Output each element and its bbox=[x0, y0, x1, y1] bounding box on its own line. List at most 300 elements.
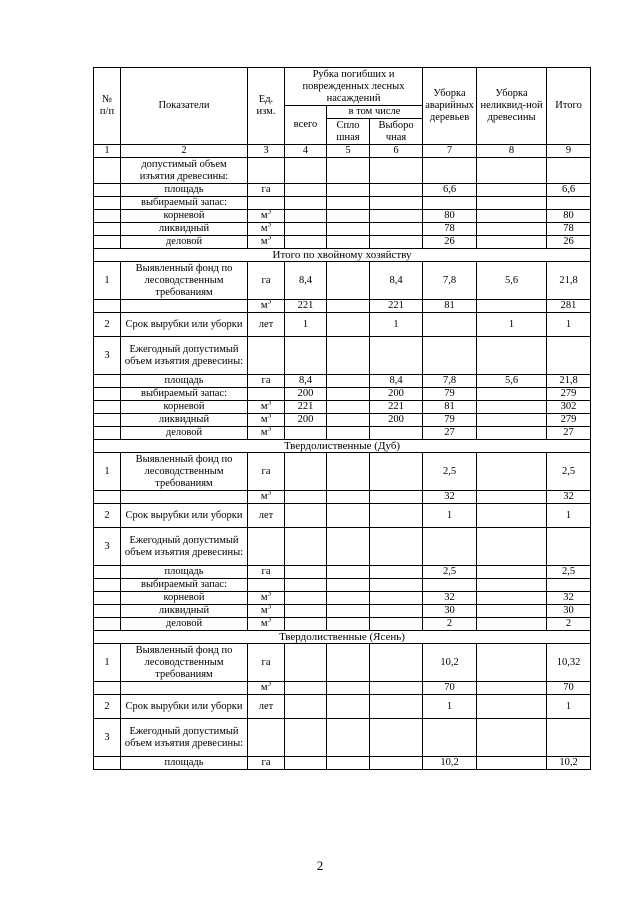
illiquid-cell bbox=[477, 414, 547, 427]
column-number: 9 bbox=[547, 145, 591, 158]
header-total: всего bbox=[285, 106, 327, 145]
itogo-cell bbox=[547, 719, 591, 757]
indicator-cell: ликвидный bbox=[121, 605, 248, 618]
solid-cell bbox=[327, 453, 370, 491]
itogo-cell: 32 bbox=[547, 592, 591, 605]
total-cell bbox=[285, 682, 327, 695]
row-num-cell bbox=[94, 618, 121, 631]
unit-cell: лет bbox=[248, 313, 285, 337]
emergency-cell: 79 bbox=[423, 388, 477, 401]
selective-cell bbox=[370, 682, 423, 695]
unit-cell: $м^3$ bbox=[248, 300, 285, 313]
unit-cell bbox=[248, 528, 285, 566]
illiquid-cell bbox=[477, 300, 547, 313]
row-num-cell bbox=[94, 579, 121, 592]
selective-cell bbox=[370, 566, 423, 579]
indicator-cell: Выявленный фонд по лесоводственным требованиям bbox=[121, 453, 248, 491]
emergency-cell: 32 bbox=[423, 592, 477, 605]
table-row bbox=[94, 757, 591, 770]
illiquid-cell bbox=[477, 695, 547, 719]
itogo-cell bbox=[547, 158, 591, 184]
itogo-cell: 10,2 bbox=[547, 757, 591, 770]
row-num-cell: 2 bbox=[94, 313, 121, 337]
column-number: 7 bbox=[423, 145, 477, 158]
illiquid-cell bbox=[477, 605, 547, 618]
solid-cell bbox=[327, 579, 370, 592]
emergency-cell bbox=[423, 528, 477, 566]
selective-cell bbox=[370, 337, 423, 375]
row-num-cell: 1 bbox=[94, 453, 121, 491]
illiquid-cell bbox=[477, 158, 547, 184]
table-row bbox=[94, 313, 591, 337]
selective-cell bbox=[370, 197, 423, 210]
itogo-cell: 2,5 bbox=[547, 566, 591, 579]
indicator-cell: деловой bbox=[121, 618, 248, 631]
selective-cell bbox=[370, 504, 423, 528]
emergency-cell: 1 bbox=[423, 504, 477, 528]
illiquid-cell: 5,6 bbox=[477, 262, 547, 300]
table-row bbox=[94, 618, 591, 631]
unit-cell: $м^3$ bbox=[248, 427, 285, 440]
illiquid-cell bbox=[477, 757, 547, 770]
selective-cell: 1 bbox=[370, 313, 423, 337]
table-row bbox=[94, 427, 591, 440]
emergency-cell bbox=[423, 337, 477, 375]
selective-cell bbox=[370, 184, 423, 197]
unit-cell: $м^3$ bbox=[248, 414, 285, 427]
emergency-cell: 80 bbox=[423, 210, 477, 223]
header-num: № п/п bbox=[94, 68, 121, 145]
solid-cell bbox=[327, 388, 370, 401]
table-row bbox=[94, 300, 591, 313]
indicator-cell: ликвидный bbox=[121, 223, 248, 236]
row-num-cell: 2 bbox=[94, 504, 121, 528]
unit-cell: га bbox=[248, 644, 285, 682]
row-num-cell bbox=[94, 300, 121, 313]
solid-cell bbox=[327, 504, 370, 528]
selective-cell bbox=[370, 236, 423, 249]
solid-cell bbox=[327, 618, 370, 631]
table-row bbox=[94, 491, 591, 504]
itogo-cell: 10,32 bbox=[547, 644, 591, 682]
total-cell bbox=[285, 757, 327, 770]
row-num-cell bbox=[94, 682, 121, 695]
indicator-cell: ликвидный bbox=[121, 414, 248, 427]
solid-cell bbox=[327, 491, 370, 504]
total-cell: 200 bbox=[285, 414, 327, 427]
total-cell bbox=[285, 197, 327, 210]
unit-cell: $м^3$ bbox=[248, 223, 285, 236]
illiquid-cell bbox=[477, 504, 547, 528]
column-number: 6 bbox=[370, 145, 423, 158]
table-row bbox=[94, 592, 591, 605]
illiquid-cell bbox=[477, 236, 547, 249]
selective-cell: 200 bbox=[370, 414, 423, 427]
row-num-cell bbox=[94, 210, 121, 223]
selective-cell bbox=[370, 579, 423, 592]
row-num-cell bbox=[94, 236, 121, 249]
illiquid-cell bbox=[477, 579, 547, 592]
header-indicators: Показатели bbox=[121, 68, 248, 145]
selective-cell bbox=[370, 491, 423, 504]
solid-cell bbox=[327, 223, 370, 236]
solid-cell bbox=[327, 236, 370, 249]
row-num-cell bbox=[94, 757, 121, 770]
illiquid-cell bbox=[477, 682, 547, 695]
unit-cell bbox=[248, 337, 285, 375]
indicator-cell bbox=[121, 300, 248, 313]
table-row bbox=[94, 223, 591, 236]
illiquid-cell bbox=[477, 644, 547, 682]
indicator-cell: площадь bbox=[121, 184, 248, 197]
solid-cell bbox=[327, 605, 370, 618]
solid-cell bbox=[327, 644, 370, 682]
indicator-cell: выбираемый запас: bbox=[121, 579, 248, 592]
total-cell bbox=[285, 644, 327, 682]
unit-cell bbox=[248, 197, 285, 210]
selective-cell bbox=[370, 210, 423, 223]
row-num-cell: 2 bbox=[94, 695, 121, 719]
header-row-1 bbox=[94, 68, 591, 106]
indicator-cell: деловой bbox=[121, 236, 248, 249]
emergency-cell: 70 bbox=[423, 682, 477, 695]
emergency-cell: 7,8 bbox=[423, 375, 477, 388]
selective-cell: 221 bbox=[370, 401, 423, 414]
unit-cell: га bbox=[248, 566, 285, 579]
header-unit: Ед. изм. bbox=[248, 68, 285, 145]
solid-cell bbox=[327, 210, 370, 223]
table-row bbox=[94, 210, 591, 223]
itogo-cell bbox=[547, 579, 591, 592]
section-title: Твердолиственные (Ясень) bbox=[94, 631, 591, 644]
itogo-cell: 2,5 bbox=[547, 453, 591, 491]
selective-cell bbox=[370, 644, 423, 682]
indicator-cell: корневой bbox=[121, 401, 248, 414]
row-num-cell: 3 bbox=[94, 528, 121, 566]
total-cell bbox=[285, 566, 327, 579]
solid-cell bbox=[327, 184, 370, 197]
emergency-cell: 6,6 bbox=[423, 184, 477, 197]
itogo-cell: 26 bbox=[547, 236, 591, 249]
solid-cell bbox=[327, 414, 370, 427]
solid-cell bbox=[327, 719, 370, 757]
column-number-row bbox=[94, 145, 591, 158]
total-cell bbox=[285, 719, 327, 757]
indicator-cell: площадь bbox=[121, 375, 248, 388]
selective-cell: 221 bbox=[370, 300, 423, 313]
emergency-cell: 32 bbox=[423, 491, 477, 504]
unit-cell: га bbox=[248, 375, 285, 388]
row-num-cell bbox=[94, 388, 121, 401]
column-number: 4 bbox=[285, 145, 327, 158]
solid-cell bbox=[327, 682, 370, 695]
header-including: в том числе bbox=[327, 106, 423, 119]
section-row bbox=[94, 631, 591, 644]
itogo-cell: 1 bbox=[547, 504, 591, 528]
emergency-cell: 1 bbox=[423, 695, 477, 719]
illiquid-cell bbox=[477, 453, 547, 491]
row-num-cell bbox=[94, 592, 121, 605]
indicator-cell bbox=[121, 682, 248, 695]
table-row bbox=[94, 695, 591, 719]
illiquid-cell: 5,6 bbox=[477, 375, 547, 388]
emergency-cell: 78 bbox=[423, 223, 477, 236]
solid-cell bbox=[327, 401, 370, 414]
total-cell: 8,4 bbox=[285, 375, 327, 388]
selective-cell bbox=[370, 757, 423, 770]
row-num-cell: 1 bbox=[94, 262, 121, 300]
solid-cell bbox=[327, 262, 370, 300]
table-row bbox=[94, 453, 591, 491]
illiquid-cell bbox=[477, 592, 547, 605]
itogo-cell: 80 bbox=[547, 210, 591, 223]
total-cell bbox=[285, 453, 327, 491]
selective-cell: 8,4 bbox=[370, 262, 423, 300]
total-cell bbox=[285, 579, 327, 592]
table-row bbox=[94, 644, 591, 682]
table-row bbox=[94, 504, 591, 528]
table-row bbox=[94, 236, 591, 249]
table-row bbox=[94, 579, 591, 592]
emergency-cell: 81 bbox=[423, 401, 477, 414]
indicator-cell: Ежегодный допустимый объем изъятия древесины: bbox=[121, 719, 248, 757]
itogo-cell: 1 bbox=[547, 695, 591, 719]
illiquid-cell bbox=[477, 337, 547, 375]
emergency-cell: 10,2 bbox=[423, 757, 477, 770]
illiquid-cell bbox=[477, 427, 547, 440]
unit-cell: лет bbox=[248, 504, 285, 528]
illiquid-cell bbox=[477, 388, 547, 401]
total-cell bbox=[285, 210, 327, 223]
selective-cell bbox=[370, 427, 423, 440]
section-row bbox=[94, 440, 591, 453]
column-number: 1 bbox=[94, 145, 121, 158]
row-num-cell bbox=[94, 427, 121, 440]
indicator-cell: площадь bbox=[121, 757, 248, 770]
solid-cell bbox=[327, 528, 370, 566]
emergency-cell: 7,8 bbox=[423, 262, 477, 300]
section-row bbox=[94, 249, 591, 262]
selective-cell bbox=[370, 719, 423, 757]
solid-cell bbox=[327, 757, 370, 770]
selective-cell: 8,4 bbox=[370, 375, 423, 388]
table-row bbox=[94, 605, 591, 618]
table-row bbox=[94, 682, 591, 695]
solid-cell bbox=[327, 158, 370, 184]
indicator-cell: корневой bbox=[121, 210, 248, 223]
table-row bbox=[94, 414, 591, 427]
table-row bbox=[94, 566, 591, 579]
selective-cell bbox=[370, 605, 423, 618]
row-num-cell bbox=[94, 375, 121, 388]
indicator-cell: Срок вырубки или уборки bbox=[121, 504, 248, 528]
illiquid-cell bbox=[477, 401, 547, 414]
itogo-cell: 279 bbox=[547, 414, 591, 427]
forest-felling-table bbox=[93, 67, 591, 770]
itogo-cell bbox=[547, 337, 591, 375]
solid-cell bbox=[327, 197, 370, 210]
selective-cell bbox=[370, 592, 423, 605]
table-row bbox=[94, 197, 591, 210]
row-num-cell bbox=[94, 223, 121, 236]
solid-cell bbox=[327, 375, 370, 388]
illiquid-cell bbox=[477, 223, 547, 236]
total-cell bbox=[285, 695, 327, 719]
unit-cell: $м^3$ bbox=[248, 605, 285, 618]
emergency-cell bbox=[423, 719, 477, 757]
header-felling: Рубка погибших и поврежденных лесных насаждений bbox=[285, 68, 423, 106]
header-itogo: Итого bbox=[547, 68, 591, 145]
total-cell bbox=[285, 605, 327, 618]
table-row bbox=[94, 158, 591, 184]
unit-cell bbox=[248, 158, 285, 184]
selective-cell bbox=[370, 695, 423, 719]
table-row bbox=[94, 337, 591, 375]
solid-cell bbox=[327, 300, 370, 313]
header-illiquid: Уборка неликвид-ной древесины bbox=[477, 68, 547, 145]
total-cell bbox=[285, 184, 327, 197]
illiquid-cell bbox=[477, 618, 547, 631]
total-cell: 221 bbox=[285, 401, 327, 414]
indicator-cell: выбираемый запас: bbox=[121, 197, 248, 210]
total-cell bbox=[285, 618, 327, 631]
illiquid-cell bbox=[477, 184, 547, 197]
emergency-cell bbox=[423, 579, 477, 592]
emergency-cell: 2,5 bbox=[423, 566, 477, 579]
table-row bbox=[94, 388, 591, 401]
table-row bbox=[94, 184, 591, 197]
emergency-cell: 2,5 bbox=[423, 453, 477, 491]
itogo-cell: 30 bbox=[547, 605, 591, 618]
row-num-cell: 1 bbox=[94, 644, 121, 682]
itogo-cell bbox=[547, 197, 591, 210]
indicator-cell: Ежегодный допустимый объем изъятия древесины: bbox=[121, 528, 248, 566]
itogo-cell: 32 bbox=[547, 491, 591, 504]
row-num-cell: 3 bbox=[94, 719, 121, 757]
total-cell: 221 bbox=[285, 300, 327, 313]
row-num-cell bbox=[94, 566, 121, 579]
page-number: 2 bbox=[316, 858, 324, 873]
indicator-cell: Выявленный фонд по лесоводственным требованиям bbox=[121, 262, 248, 300]
column-number: 2 bbox=[121, 145, 248, 158]
total-cell bbox=[285, 427, 327, 440]
itogo-cell: 21,8 bbox=[547, 375, 591, 388]
itogo-cell: 279 bbox=[547, 388, 591, 401]
illiquid-cell bbox=[477, 210, 547, 223]
indicator-cell: Выявленный фонд по лесоводственным требованиям bbox=[121, 644, 248, 682]
selective-cell bbox=[370, 453, 423, 491]
itogo-cell bbox=[547, 528, 591, 566]
unit-cell: $м^3$ bbox=[248, 682, 285, 695]
itogo-cell: 27 bbox=[547, 427, 591, 440]
unit-cell: $м^3$ bbox=[248, 401, 285, 414]
selective-cell bbox=[370, 528, 423, 566]
emergency-cell: 10,2 bbox=[423, 644, 477, 682]
unit-cell bbox=[248, 579, 285, 592]
illiquid-cell bbox=[477, 197, 547, 210]
total-cell: 1 bbox=[285, 313, 327, 337]
unit-cell: га bbox=[248, 453, 285, 491]
unit-cell bbox=[248, 388, 285, 401]
selective-cell bbox=[370, 158, 423, 184]
row-num-cell bbox=[94, 605, 121, 618]
selective-cell bbox=[370, 618, 423, 631]
emergency-cell bbox=[423, 158, 477, 184]
total-cell bbox=[285, 491, 327, 504]
itogo-cell: 21,8 bbox=[547, 262, 591, 300]
unit-cell: $м^3$ bbox=[248, 618, 285, 631]
solid-cell bbox=[327, 592, 370, 605]
unit-cell: га bbox=[248, 262, 285, 300]
solid-cell bbox=[327, 337, 370, 375]
itogo-cell: 6,6 bbox=[547, 184, 591, 197]
itogo-cell: 2 bbox=[547, 618, 591, 631]
emergency-cell bbox=[423, 197, 477, 210]
section-title: Итого по хвойному хозяйству bbox=[94, 249, 591, 262]
column-number: 3 bbox=[248, 145, 285, 158]
indicator-cell: допустимый объем изъятия древесины: bbox=[121, 158, 248, 184]
itogo-cell: 70 bbox=[547, 682, 591, 695]
total-cell bbox=[285, 337, 327, 375]
illiquid-cell bbox=[477, 719, 547, 757]
table-row bbox=[94, 719, 591, 757]
unit-cell: $м^3$ bbox=[248, 236, 285, 249]
header-solid: Спло шная bbox=[327, 119, 370, 145]
total-cell bbox=[285, 504, 327, 528]
total-cell bbox=[285, 236, 327, 249]
row-num-cell bbox=[94, 197, 121, 210]
selective-cell bbox=[370, 223, 423, 236]
unit-cell bbox=[248, 719, 285, 757]
solid-cell bbox=[327, 427, 370, 440]
total-cell bbox=[285, 528, 327, 566]
table-row bbox=[94, 262, 591, 300]
indicator-cell: корневой bbox=[121, 592, 248, 605]
itogo-cell: 1 bbox=[547, 313, 591, 337]
itogo-cell: 281 bbox=[547, 300, 591, 313]
solid-cell bbox=[327, 566, 370, 579]
indicator-cell: деловой bbox=[121, 427, 248, 440]
column-number: 5 bbox=[327, 145, 370, 158]
section-title: Твердолиственные (Дуб) bbox=[94, 440, 591, 453]
indicator-cell: Ежегодный допустимый объем изъятия древесины: bbox=[121, 337, 248, 375]
indicator-cell: Срок вырубки или уборки bbox=[121, 695, 248, 719]
row-num-cell bbox=[94, 158, 121, 184]
total-cell: 8,4 bbox=[285, 262, 327, 300]
indicator-cell: выбираемый запас: bbox=[121, 388, 248, 401]
emergency-cell: 81 bbox=[423, 300, 477, 313]
illiquid-cell bbox=[477, 491, 547, 504]
column-number: 8 bbox=[477, 145, 547, 158]
unit-cell: га bbox=[248, 184, 285, 197]
total-cell bbox=[285, 223, 327, 236]
itogo-cell: 78 bbox=[547, 223, 591, 236]
total-cell bbox=[285, 592, 327, 605]
emergency-cell: 30 bbox=[423, 605, 477, 618]
unit-cell: $м^3$ bbox=[248, 592, 285, 605]
solid-cell bbox=[327, 313, 370, 337]
row-num-cell bbox=[94, 491, 121, 504]
row-num-cell bbox=[94, 184, 121, 197]
row-num-cell: 3 bbox=[94, 337, 121, 375]
table-row bbox=[94, 401, 591, 414]
unit-cell: $м^3$ bbox=[248, 491, 285, 504]
unit-cell: $м^3$ bbox=[248, 210, 285, 223]
row-num-cell bbox=[94, 414, 121, 427]
emergency-cell bbox=[423, 313, 477, 337]
unit-cell: лет bbox=[248, 695, 285, 719]
total-cell bbox=[285, 158, 327, 184]
